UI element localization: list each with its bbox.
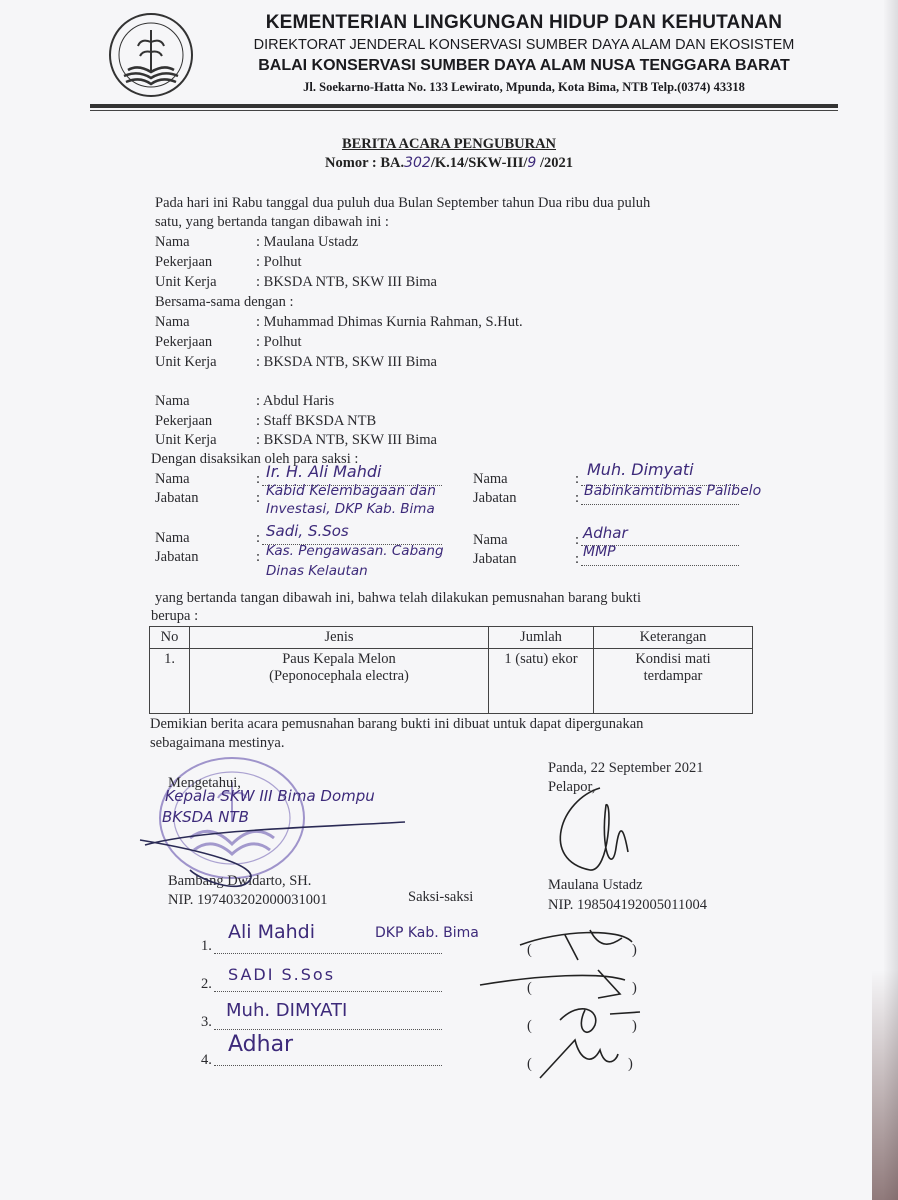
person1-unit: : BKSDA NTB, SKW III Bima [256, 274, 437, 290]
colon: : [256, 471, 261, 487]
label-jabatan: Jabatan [473, 490, 517, 506]
cell-jumlah: 1 (satu) ekor [489, 649, 594, 714]
keterangan-line-2: terdampar [643, 668, 703, 684]
colon: : [575, 471, 580, 487]
number-prefix: Nomor : BA. [325, 155, 405, 171]
witness3-job-2: Dinas Kelautan [266, 563, 368, 579]
paren-open: ( [527, 942, 532, 958]
number-handwritten-1: 302 [404, 155, 431, 171]
col-header-jenis: Jenis [190, 627, 489, 649]
colon: : [575, 551, 580, 567]
label-pekerjaan: Pekerjaan [155, 254, 213, 270]
label-nama: Nama [473, 532, 508, 548]
letterhead-address: Jl. Soekarno-Hatta No. 133 Lewirato, Mpunda, Kota Bima, NTB Telp.(0374) 43318 [303, 80, 745, 94]
fill-line [214, 990, 442, 992]
witness-list-name-2: SADI S.Sos [228, 965, 336, 984]
number-mid: /K.14/SKW-III/ [430, 155, 528, 171]
colon: : [256, 549, 261, 565]
col-header-jumlah: Jumlah [489, 627, 594, 649]
person2-unit: : BKSDA NTB, SKW III Bima [256, 354, 437, 370]
closing-line-1: Demikian berita acara pemusnahan barang bukti ini dibuat untuk dapat dipergunakan [150, 716, 644, 732]
witness2-job: Babinkamtibmas Palibelo [584, 483, 762, 499]
person1-name: : Maulana Ustadz [256, 234, 359, 250]
left-signer-nip: NIP. 197403202000031001 [168, 892, 328, 908]
paren-close: ) [628, 1056, 633, 1072]
label-nama: Nama [473, 471, 508, 487]
person2-name: : Muhammad Dhimas Kurnia Rahman, S.Hut. [256, 314, 523, 330]
fill-line [214, 952, 442, 954]
person3-unit: : BKSDA NTB, SKW III Bima [256, 432, 437, 448]
left-signer-name: Bambang Dwidarto, SH. [168, 873, 312, 889]
witness4-name: Adhar [583, 524, 628, 542]
label-unit-kerja: Unit Kerja [155, 274, 217, 290]
label-pekerjaan: Pekerjaan [155, 334, 213, 350]
label-unit-kerja: Unit Kerja [155, 432, 217, 448]
witness-signature-3-icon [560, 1009, 640, 1032]
witness3-name: Sadi, S.Sos [266, 522, 349, 540]
paren-open: ( [527, 980, 532, 996]
reporter-signature-icon [560, 788, 628, 870]
label-nama: Nama [155, 530, 190, 546]
knowing-label: Mengetahui, [168, 775, 241, 791]
col-header-no: No [150, 627, 190, 649]
left-sign-handwritten-org: BKSDA NTB [162, 808, 249, 826]
witness-number: 4. [201, 1052, 212, 1068]
witness2-name: Muh. Dimyati [587, 460, 694, 479]
document-title: BERITA ACARA PENGUBURAN [341, 136, 557, 152]
label-jabatan: Jabatan [473, 551, 517, 567]
cell-jenis [190, 649, 489, 714]
witness-list-extra-1: DKP Kab. Bima [375, 925, 479, 941]
letterhead-directorate: DIREKTORAT JENDERAL KONSERVASI SUMBER DAYA ALAM DAN EKOSISTEM [253, 37, 795, 53]
fill-line [214, 1028, 442, 1030]
statement-line-2: berupa : [151, 608, 199, 624]
place-date: Panda, 22 September 2021 [548, 760, 704, 776]
together-label: Bersama-sama dengan : [155, 294, 294, 310]
witness-list-name-4: Adhar [228, 1032, 294, 1057]
ministry-logo-icon [108, 12, 194, 98]
jenis-name: Paus Kepala Melon [282, 651, 396, 667]
intro-line-1: Pada hari ini Rabu tanggal dua puluh dua Bulan September tahun Dua ribu dua puluh [155, 195, 651, 211]
witness1-job-2: Investasi, DKP Kab. Bima [266, 501, 435, 517]
colon: : [256, 530, 261, 546]
witness1-job-1: Kabid Kelembagaan dan [266, 483, 436, 499]
cell-keterangan [594, 649, 753, 714]
cell-no: 1. [150, 649, 190, 714]
witness-signature-2-icon [480, 970, 625, 998]
paren-close: ) [632, 1018, 637, 1034]
page-shadow [872, 970, 898, 1200]
label-nama: Nama [155, 314, 190, 330]
label-nama: Nama [155, 234, 190, 250]
colon: : [256, 490, 261, 506]
label-nama: Nama [155, 471, 190, 487]
evidence-table [149, 626, 753, 714]
person1-job: : Polhut [256, 254, 302, 270]
letterhead-rule-thin [90, 110, 838, 111]
right-signer-nip: NIP. 198504192005011004 [548, 897, 707, 913]
left-sign-handwritten-title: Kepala SKW III Bima Dompu [165, 787, 375, 805]
colon: : [575, 532, 580, 548]
label-nama: Nama [155, 393, 190, 409]
witness-number: 2. [201, 976, 212, 992]
letterhead-rule [90, 104, 838, 108]
witness-signature-1-icon [520, 930, 632, 960]
fill-line [581, 564, 739, 566]
intro-line-2: satu, yang bertanda tangan dibawah ini : [155, 214, 389, 230]
table-row [150, 649, 753, 714]
person3-job: : Staff BKSDA NTB [256, 413, 377, 429]
witness3-job-1: Kas. Pengawasan. Cabang [266, 543, 444, 559]
paren-close: ) [632, 980, 637, 996]
keterangan-line-1: Kondisi mati [635, 651, 711, 667]
label-unit-kerja: Unit Kerja [155, 354, 217, 370]
fill-line [214, 1064, 442, 1066]
witness-list-name-3: Muh. DIMYATI [226, 1000, 348, 1021]
witness-number: 1. [201, 938, 212, 954]
witness-list-name-1: Ali Mahdi [228, 921, 316, 943]
statement-line-1: yang bertanda tangan dibawah ini, bahwa telah dilakukan pemusnahan barang bukti [155, 590, 641, 606]
label-jabatan: Jabatan [155, 490, 199, 506]
person2-job: : Polhut [256, 334, 302, 350]
colon: : [575, 490, 580, 506]
col-header-keterangan: Keterangan [594, 627, 753, 649]
label-pekerjaan: Pekerjaan [155, 413, 213, 429]
paren-close: ) [632, 942, 637, 958]
witness4-job: MMP [583, 544, 616, 560]
number-suffix: /2021 [536, 155, 573, 171]
document-number [0, 155, 898, 172]
fill-line [581, 503, 739, 505]
witnesses-title: Saksi-saksi [408, 889, 474, 905]
number-handwritten-2: 9 [527, 155, 537, 171]
letterhead-office: BALAI KONSERVASI SUMBER DAYA ALAM NUSA TENGGARA BARAT [258, 57, 790, 74]
closing-line-2: sebagaimana mestinya. [150, 735, 285, 751]
letterhead-ministry: KEMENTERIAN LINGKUNGAN HIDUP DAN KEHUTANAN [265, 12, 783, 33]
table-header-row [150, 627, 753, 649]
paren-open: ( [527, 1018, 532, 1034]
reporter-role: Pelapor, [548, 779, 596, 795]
label-jabatan: Jabatan [155, 549, 199, 565]
right-signer-name: Maulana Ustadz [548, 877, 643, 893]
witness-number: 3. [201, 1014, 212, 1030]
witness-signature-4-icon [540, 1040, 618, 1078]
witness-intro: Dengan disaksikan oleh para saksi : [151, 451, 359, 467]
jenis-scientific: (Peponocephala electra) [269, 668, 409, 684]
paren-open: ( [527, 1056, 532, 1072]
person3-name: : Abdul Haris [256, 393, 335, 409]
witness1-name: Ir. H. Ali Mahdi [266, 462, 382, 481]
